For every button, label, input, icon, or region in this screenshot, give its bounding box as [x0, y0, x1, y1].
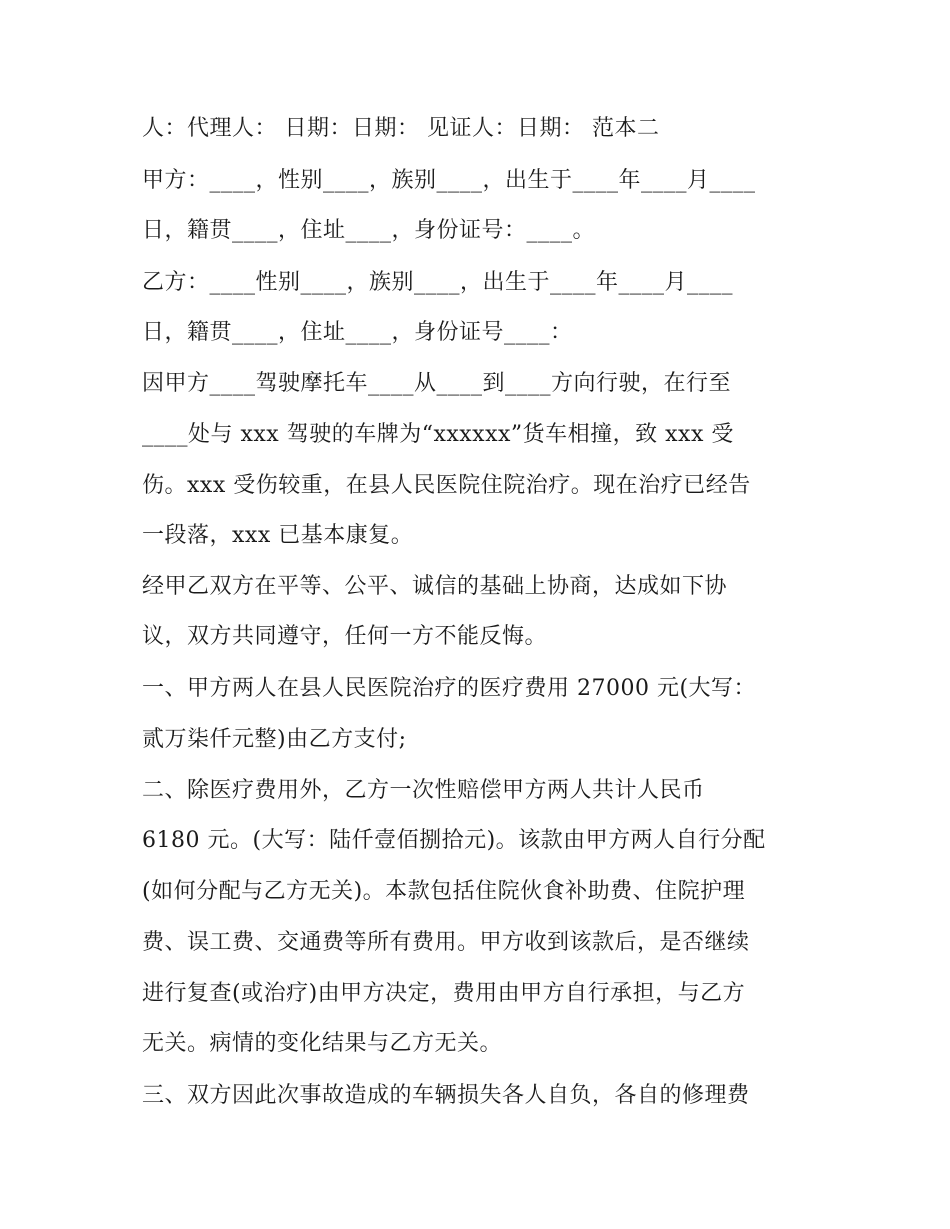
text-line: 6180 元。(大写：陆仟壹佰捌拾元)。该款由甲方两人自行分配 — [142, 828, 766, 853]
text-line: 因甲方____驾驶摩托车____从____到____方向行驶，在行至 — [142, 371, 732, 396]
text-line: (如何分配与乙方无关)。本款包括住院伙食补助费、住院护理 — [142, 879, 746, 904]
text-line: 日，籍贯____，住址____，身份证号____： — [142, 320, 573, 345]
text-line: ____处与 xxx 驾驶的车牌为“xxxxxx”货车相撞，致 xxx 受 — [142, 422, 734, 447]
text-line: 议，双方共同遵守，任何一方不能反悔。 — [142, 624, 548, 649]
text-line: 进行复查(或治疗)由甲方决定，费用由甲方自行承担，与乙方 — [142, 981, 746, 1006]
text-line: 经甲乙双方在平等、公平、诚信的基础上协商，达成如下协 — [142, 574, 728, 599]
text-line: 一、甲方两人在县人民医院治疗的医疗费用 27000 元(大写： — [142, 676, 757, 701]
text-line: 人：代理人： 日期：日期： 见证人：日期： 范本二 — [142, 116, 660, 141]
text-line: 贰万柒仟元整)由乙方支付; — [142, 727, 407, 752]
text-line: 二、除医疗费用外，乙方一次性赔偿甲方两人共计人民币 — [142, 778, 705, 803]
text-line: 费、误工费、交通费等所有费用。甲方收到该款后，是否继续 — [142, 930, 750, 955]
text-line: 无关。病情的变化结果与乙方无关。 — [142, 1031, 503, 1056]
text-line: 甲方：____，性别____，族别____，出生于____年____月____ — [142, 168, 756, 193]
text-line: 三、双方因此次事故造成的车辆损失各人自负，各自的修理费 — [142, 1083, 750, 1108]
text-line: 一段落，xxx 已基本康复。 — [142, 523, 414, 548]
text-line: 日，籍贯____，住址____，身份证号：____。 — [142, 218, 596, 243]
text-line: 伤。xxx 受伤较重，在县人民医院住院治疗。现在治疗已经告 — [142, 473, 751, 498]
text-line: 乙方：____性别____，族别____，出生于____年____月____ — [142, 270, 734, 295]
